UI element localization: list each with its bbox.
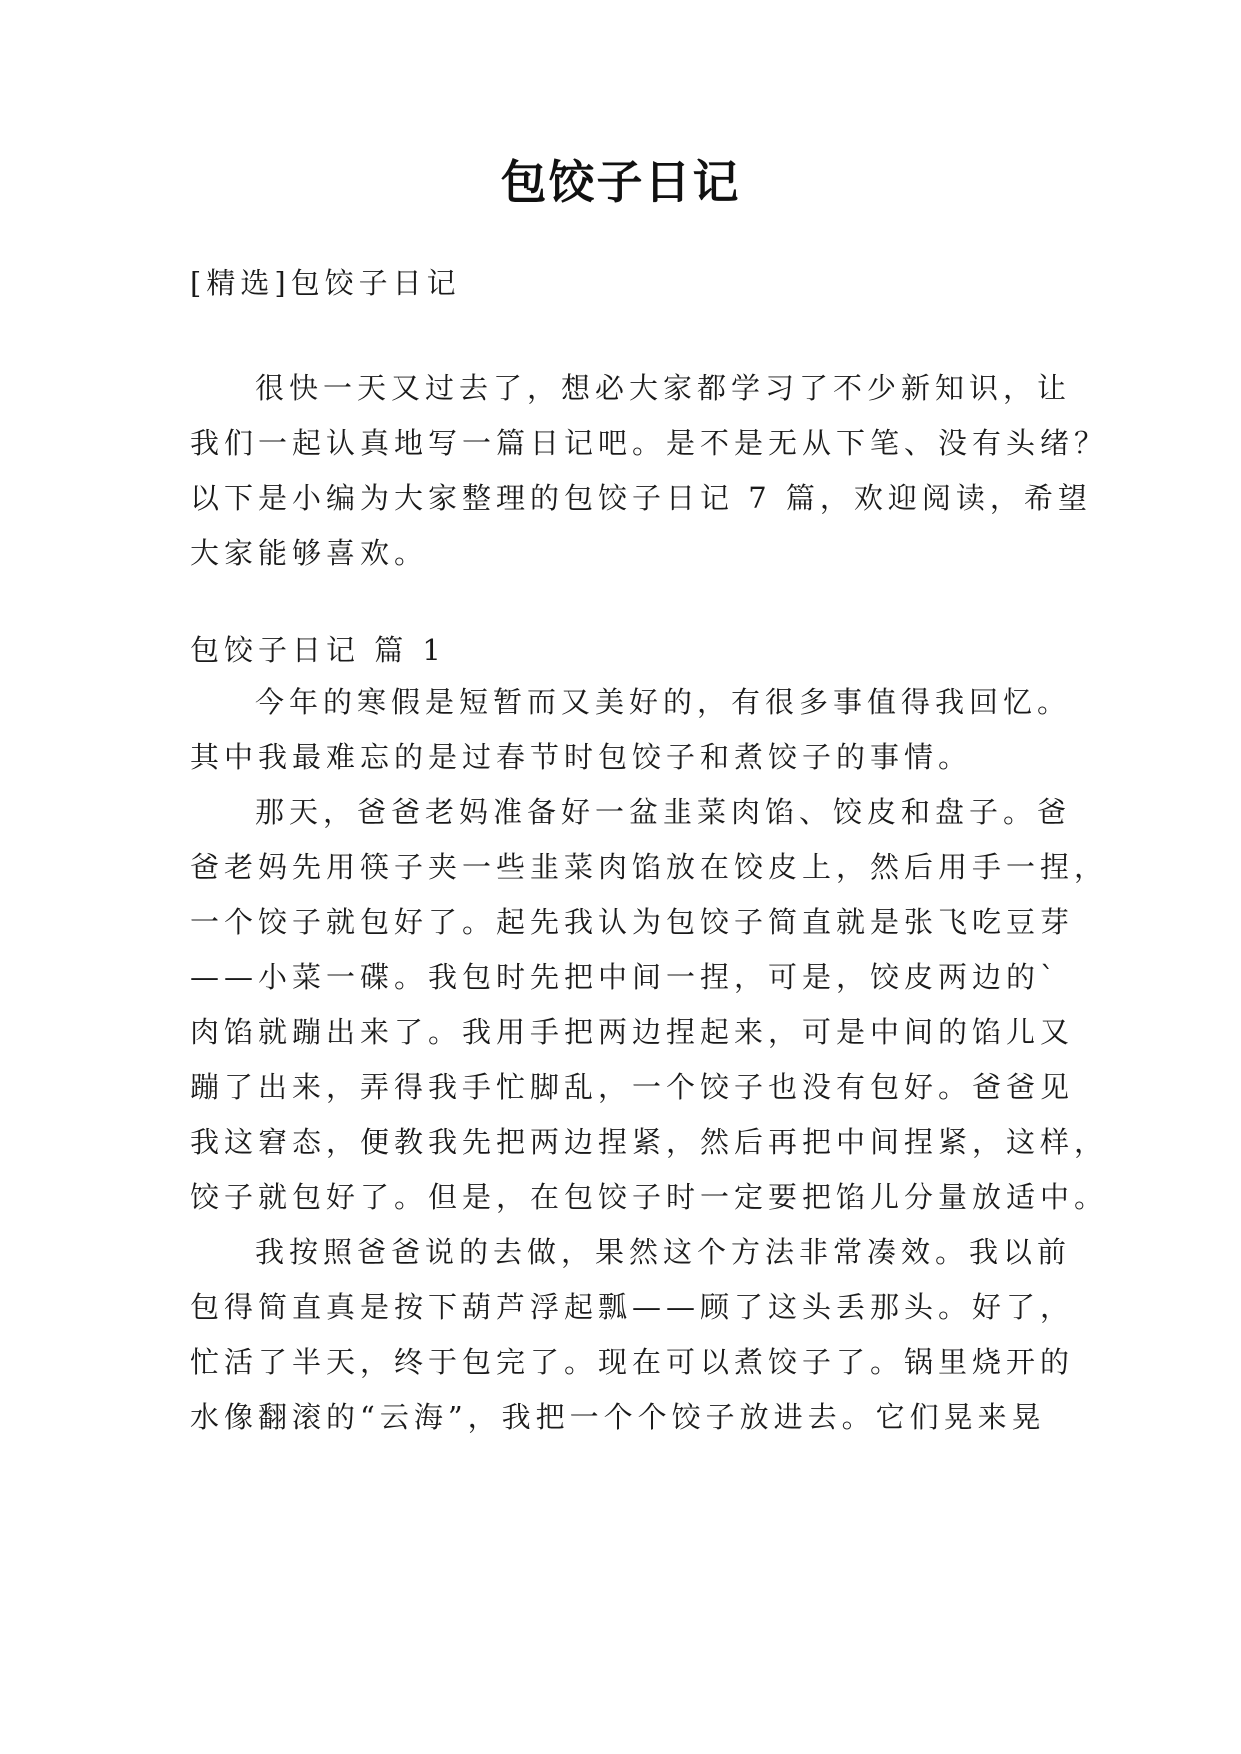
section-heading: 包饺子日记 篇 1 [190,633,446,667]
body-line: 爸老妈先用筷子夹一些韭菜肉馅放在饺皮上，然后用手一捏， [190,850,1109,884]
body-line: 那天，爸爸老妈准备好一盆韭菜肉馅、饺皮和盘子。爸 [255,795,1072,829]
body-line: 我这窘态，便教我先把两边捏紧，然后再把中间捏紧，这样， [190,1125,1109,1159]
body-line: 一个饺子就包好了。起先我认为包饺子简直就是张飞吃豆芽 [190,905,1075,939]
body-line: 肉馅就蹦出来了。我用手把两边捏起来，可是中间的馅儿又 [190,1015,1075,1049]
body-line: 今年的寒假是短暂而又美好的，有很多事值得我回忆。 [255,685,1072,719]
intro-line: 我们一起认真地写一篇日记吧。是不是无从下笔、没有头绪？ [190,426,1109,460]
body-line: ——小菜一碟。我包时先把中间一捏，可是，饺皮两边的` [190,960,1060,994]
body-line: 包得简直真是按下葫芦浮起瓢——顾了这头丢那头。好了， [190,1290,1075,1324]
body-line: 其中我最难忘的是过春节时包饺子和煮饺子的事情。 [190,740,973,774]
document-subtitle: [精选]包饺子日记 [190,266,461,300]
intro-line: 很快一天又过去了，想必大家都学习了不少新知识，让 [255,371,1072,405]
intro-line: 以下是小编为大家整理的包饺子日记 7 篇，欢迎阅读，希望 [190,481,1092,515]
body-line: 饺子就包好了。但是，在包饺子时一定要把馅儿分量放适中。 [190,1180,1109,1214]
document-title: 包饺子日记 [500,155,741,209]
body-line: 水像翻滚的“云海”，我把一个个饺子放进去。它们晃来晃 [190,1400,1046,1434]
intro-line: 大家能够喜欢。 [190,536,429,570]
body-line: 忙活了半天，终于包完了。现在可以煮饺子了。锅里烧开的 [190,1345,1075,1379]
body-line: 蹦了出来，弄得我手忙脚乱，一个饺子也没有包好。爸爸见 [190,1070,1075,1104]
body-line: 我按照爸爸说的去做，果然这个方法非常凑效。我以前 [255,1235,1072,1269]
